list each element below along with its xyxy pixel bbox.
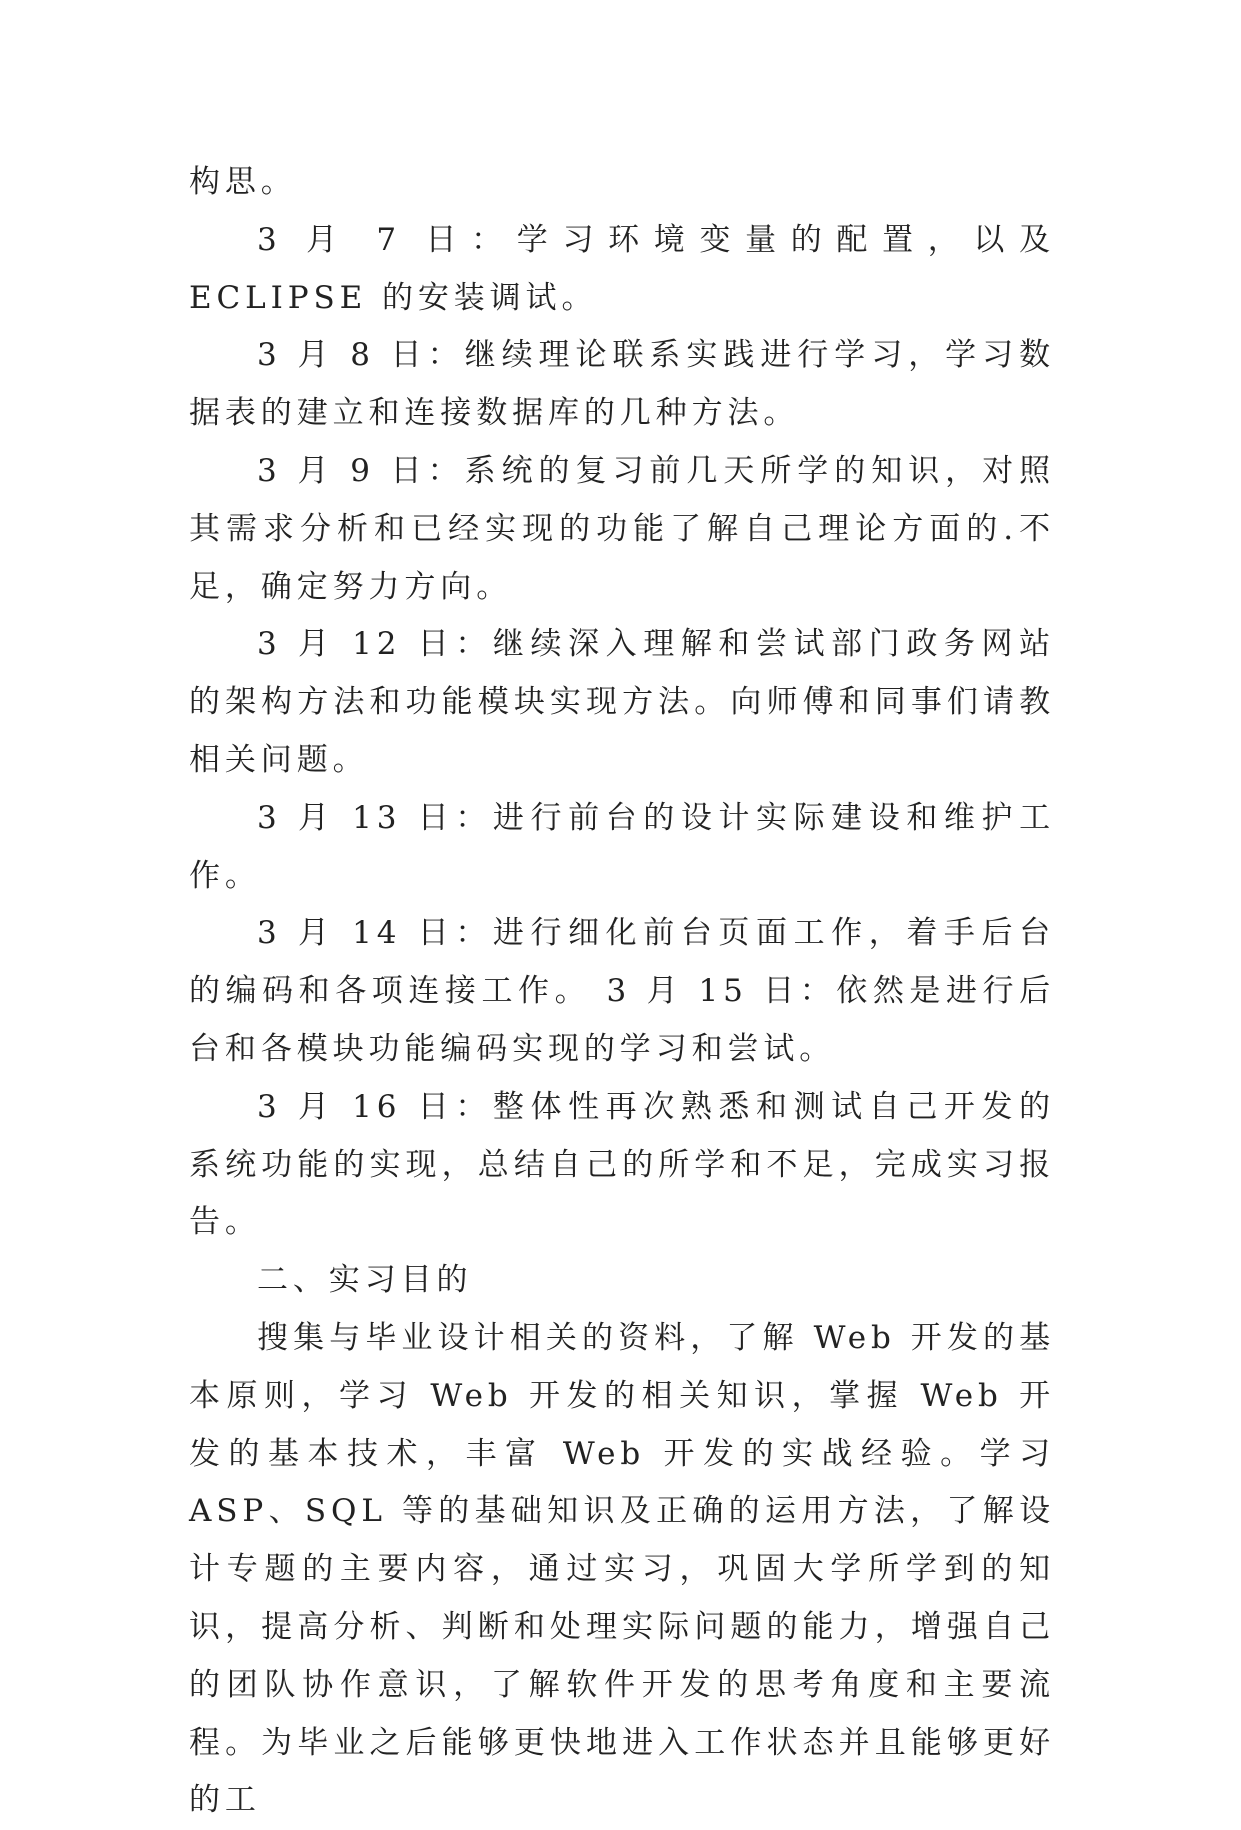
- paragraph-continuation: 构思。: [189, 164, 297, 200]
- paragraph-march-16: 3 月 16 日：整体性再次熟悉和测试自己开发的系统功能的实现，总结自己的所学和不足，完成实习报告。: [189, 1088, 1055, 1241]
- paragraph-march-7: 3 月 7 日：学习环境变量的配置，以及 ECLIPSE 的安装调试。: [189, 221, 1055, 316]
- paragraph-march-8: 3 月 8 日：继续理论联系实践进行学习，学习数据表的建立和连接数据库的几种方法。: [189, 337, 1055, 432]
- paragraph-march-13: 3 月 13 日：进行前台的设计实际建设和维护工作。: [189, 799, 1055, 894]
- section-heading: 二、实习目的: [257, 1262, 473, 1299]
- document-body: [189, 154, 1055, 1830]
- paragraph-march-12: 3 月 12 日：继续深入理解和尝试部门政务网站的架构方法和功能模块实现方法。向师傅和同事们请教相关问题。: [189, 626, 1055, 778]
- paragraph-march-9: 3 月 9 日：系统的复习前几天所学的知识，对照其需求分析和已经实现的功能了解自己理论方面的.不足，确定努力方向。: [189, 452, 1055, 605]
- paragraph-internship-purpose: 搜集与毕业设计相关的资料，了解 Web 开发的基本原则，学习 Web 开发的相关知识，掌握 Web 开发的基本技术，丰富 Web 开发的实战经验。学习 ASP、SQL 等的基础知识及正确的运用方法，了解设计专题的主要内容，通过实习，巩固大学所学到的知识，提高分析、判断和处理实际问题的能力，增强自己的团队协作意识，了解软件开发的思考角度和主要流程。为毕业之后能够更快地进入工作状态并且能够更好的工: [189, 1319, 1055, 1819]
- paragraph-march-14-15: 3 月 14 日：进行细化前台页面工作，着手后台的编码和各项连接工作。 3 月 15 日：依然是进行后台和各模块功能编码实现的学习和尝试。: [189, 915, 1055, 1067]
